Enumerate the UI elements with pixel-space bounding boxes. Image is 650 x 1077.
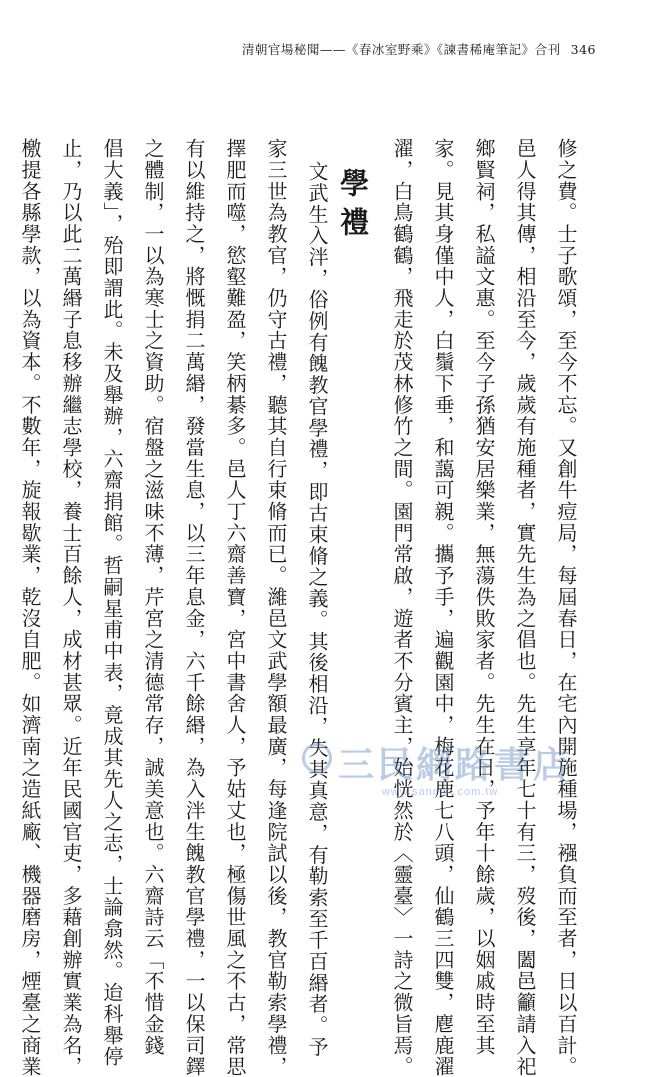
watermark-url: www.sanmin.com.tw (381, 786, 499, 798)
page-number: 346 (570, 42, 596, 57)
text-column: 倡大義」，殆即謂此。未及舉辦，六齋捐館。哲嗣星甫中表，竟成其先人之志，士論翕然。迨科舉停 (100, 138, 124, 1068)
text-column: 濯，白鳥鶴鶴，飛走於茂林修竹之間。園門常啟，遊者不分賓主，始恍然於〈靈臺〉一詩之微旨焉。 (390, 138, 414, 1077)
text-column: 之體制，一以為寒士之資助。宿盤之滋味不薄，芹宮之清德常存，誠美意也。六齋詩云「不惜金錢 (141, 138, 165, 1057)
text-column: 邑人得其傳，相沿至今，歲歲有施種者，實先生為之倡也。先生享年七十有三，歿後，闔邑籲請入祀 (513, 138, 537, 1077)
text-column: 修之費。士子歌頌，至今不忘。又創牛痘局，每屆春日，在宅內開施種場，襁負而至者，日以百計。 (554, 138, 578, 1077)
text-column: 擇肥而噬，慾壑難盈，笑柄綦多。邑人丁六齋善寶，宮中書舍人，予姑丈也，極傷世風之不古，常思 (223, 138, 247, 1077)
text-column: 文武生入泮，俗例有餽教官學禮，即古束脩之義。其後相沿，失其真意，有勒索至千百緡者。予 (305, 161, 329, 1058)
watermark-logo-icon (302, 743, 332, 773)
text-column: 家三世為教官，仍守古禮，聽其自行束脩而已。濰邑文武學額最廣，每逢院試以後，教官勒索學禮， (264, 138, 288, 1077)
text-column: 有以維持之，將慨捐二萬緡，發當生息，以三年息金，六千餘緡，為入泮生餽教官學禮，一以保司鐸 (182, 138, 206, 1077)
book-title: 清朝官場秘聞——《春冰室野乘》《諫書稀庵筆記》合刊 (241, 42, 561, 57)
text-column: 鄉賢祠，私謚文惠。至今子孫猶安居樂業，無蕩佚敗家者。先生在日，予年十餘歲，以姻戚時至其 (472, 138, 496, 1057)
section-title: 學禮 (336, 168, 370, 246)
running-header (242, 40, 596, 58)
text-column: 止，乃以此二萬緡子息移辦繼志學校，養士百餘人，成材甚眾。近年民國官吏，多藉創辦實業為名， (59, 138, 83, 1077)
watermark-text: 三民網路書店 (338, 744, 573, 785)
text-column: 家。見其身僅中人，白鬚下垂，和藹可親。攜予手，遍觀園中，梅花鹿七八頭，仙鶴三四雙，麀鹿濯 (431, 138, 455, 1077)
watermark (308, 737, 572, 798)
text-column: 檄提各縣學款，以為資本。不數年，旋報歇業，乾沒自肥。如濟南之造紙廠、機器磨房，煙臺之商業 (18, 138, 42, 1077)
